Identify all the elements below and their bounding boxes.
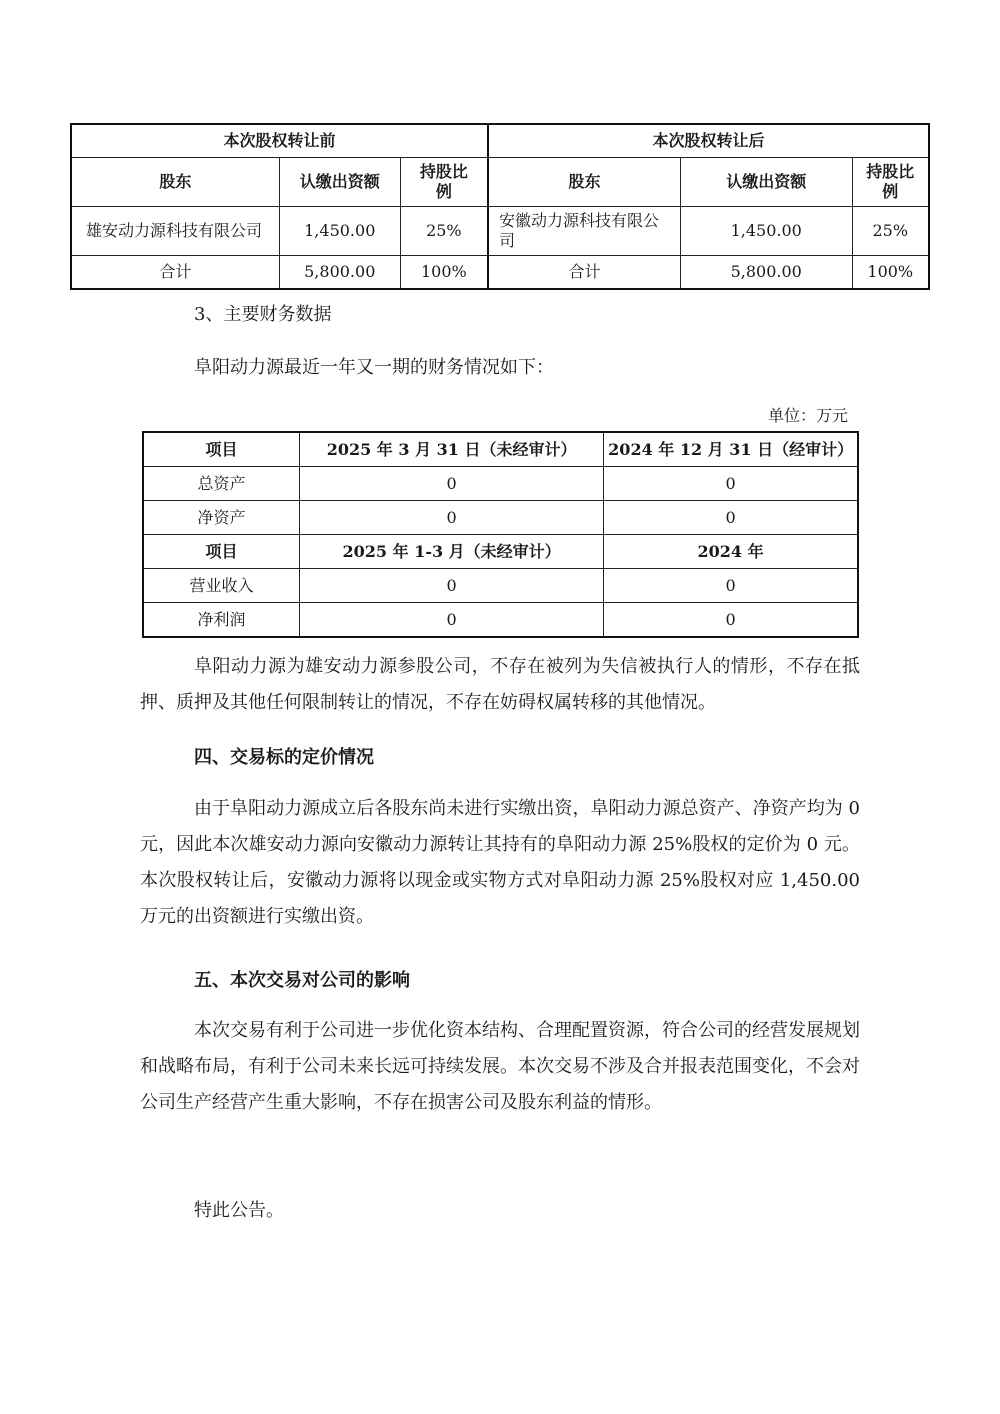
- row-value: 0: [300, 501, 604, 535]
- col-ratio: 持股比例: [852, 158, 929, 207]
- section-5-heading: 五、本次交易对公司的影响: [194, 970, 410, 991]
- row-value: 0: [604, 569, 858, 603]
- paragraph-status: 阜阳动力源为雄安动力源参股公司，不存在被列为失信被执行人的情形，不存在抵押、质押及其他任何限制转让的情况，不存在妨碍权属转移的其他情况。: [140, 656, 860, 713]
- col-period-1: 2025 年 1-3 月（未经审计）: [300, 535, 604, 569]
- row-label: 净利润: [143, 603, 300, 638]
- table-row: [71, 207, 929, 256]
- after-ratio: 25%: [852, 207, 929, 256]
- before-ratio: 25%: [400, 207, 488, 256]
- before-transfer-header: 本次股权转让前: [71, 124, 488, 158]
- section-3-heading: 3、主要财务数据: [194, 304, 332, 325]
- row-value: 0: [300, 603, 604, 638]
- row-value: 0: [300, 569, 604, 603]
- col-shareholder: 股东: [488, 158, 680, 207]
- col-ratio: 持股比例: [400, 158, 488, 207]
- total-before-ratio: 100%: [400, 256, 488, 290]
- row-value: 0: [300, 467, 604, 501]
- col-item: 项目: [143, 535, 300, 569]
- total-before-amount: 5,800.00: [279, 256, 400, 290]
- col-period-2: 2024 年 12 月 31 日（经审计）: [604, 432, 858, 467]
- section-4-body: 由于阜阳动力源成立后各股东尚未进行实缴出资，阜阳动力源总资产、净资产均为 0 元，因此本次雄安动力源向安徽动力源转让其持有的阜阳动力源 25%股权的定价为 0 元。本次股权转让后，安徽动力源将以现金或实物方式对阜阳动力源 25%股权对应 1,450.00 万元的出资额进行实缴出资。: [140, 798, 860, 927]
- finance-table: [142, 431, 859, 638]
- table-row: [71, 158, 929, 207]
- section-4-heading: 四、交易标的定价情况: [194, 747, 374, 768]
- col-subscribed: 认缴出资额: [279, 158, 400, 207]
- table-row: [143, 432, 858, 467]
- row-value: 0: [604, 467, 858, 501]
- table-row: [71, 124, 929, 158]
- before-holder: 雄安动力源科技有限公司: [71, 207, 279, 256]
- row-label: 总资产: [143, 467, 300, 501]
- shareholding-table: [70, 123, 930, 290]
- col-item: 项目: [143, 432, 300, 467]
- section-5-body: 本次交易有利于公司进一步优化资本结构、合理配置资源，符合公司的经营发展规划和战略布局，有利于公司未来长远可持续发展。本次交易不涉及合并报表范围变化，不会对公司生产经营产生重大影响，不存在损害公司及股东利益的情形。: [140, 1020, 860, 1113]
- after-transfer-header: 本次股权转让后: [488, 124, 929, 158]
- row-label: 营业收入: [143, 569, 300, 603]
- total-after-amount: 5,800.00: [680, 256, 852, 290]
- table-row: [143, 467, 858, 501]
- row-value: 0: [604, 603, 858, 638]
- after-holder: 安徽动力源科技有限公司: [488, 207, 680, 256]
- unit-label: 单位：万元: [767, 406, 848, 425]
- col-subscribed: 认缴出资额: [680, 158, 852, 207]
- total-after-ratio: 100%: [852, 256, 929, 290]
- table-row: [143, 501, 858, 535]
- closing-text: 特此公告。: [194, 1200, 284, 1221]
- total-after-label: 合计: [488, 256, 680, 290]
- row-label: 净资产: [143, 501, 300, 535]
- table-row: [71, 256, 929, 290]
- before-amount: 1,450.00: [279, 207, 400, 256]
- table-row: [143, 603, 858, 638]
- section-3-intro: 阜阳动力源最近一年又一期的财务情况如下：: [194, 357, 554, 378]
- table-row: [143, 569, 858, 603]
- row-value: 0: [604, 501, 858, 535]
- col-period-1: 2025 年 3 月 31 日（未经审计）: [300, 432, 604, 467]
- total-label: 合计: [71, 256, 279, 290]
- col-shareholder: 股东: [71, 158, 279, 207]
- col-period-2: 2024 年: [604, 535, 858, 569]
- table-row: [143, 535, 858, 569]
- after-amount: 1,450.00: [680, 207, 852, 256]
